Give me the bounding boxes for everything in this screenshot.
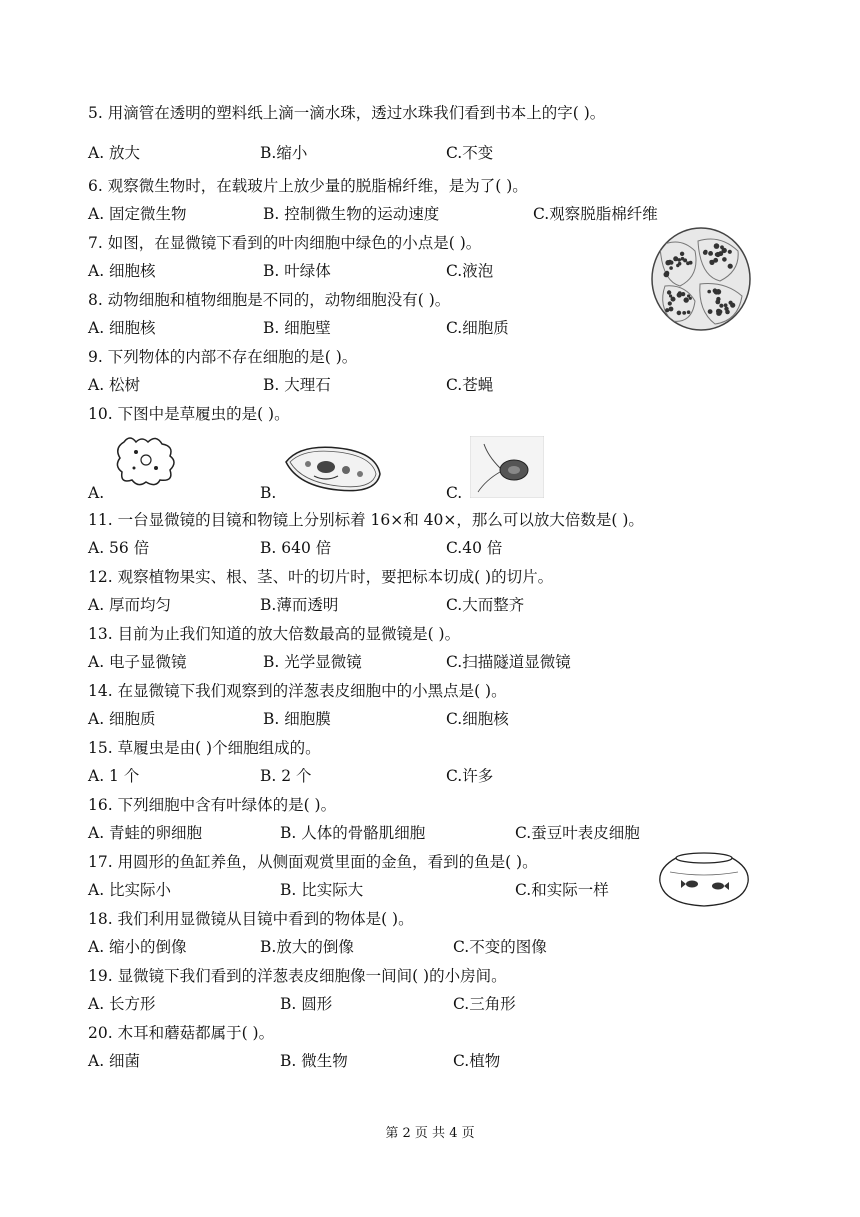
q14-option-c: C.细胞核 bbox=[446, 710, 509, 728]
q16-option-b: B. 人体的骨骼肌细胞 bbox=[280, 824, 426, 842]
q11-option-b: B. 640 倍 bbox=[260, 539, 332, 557]
chloroplast-dot bbox=[677, 311, 682, 316]
chloroplast-dot bbox=[709, 260, 714, 265]
q7-option-b: B. 叶绿体 bbox=[263, 262, 331, 280]
q19-option-a: A. 长方形 bbox=[88, 995, 156, 1013]
chloroplast-dot bbox=[716, 309, 721, 314]
chloroplast-dot bbox=[682, 311, 686, 315]
q14-option-b: B. 细胞膜 bbox=[263, 710, 331, 728]
chloroplast-dot bbox=[677, 258, 681, 262]
q8-option-a: A. 细胞核 bbox=[88, 319, 156, 337]
q14-option-a: A. 细胞质 bbox=[88, 710, 156, 728]
chloroplast-dot bbox=[715, 253, 719, 257]
q16-option-a: A. 青蛙的卵细胞 bbox=[88, 824, 203, 842]
chloroplast-dot bbox=[667, 290, 671, 294]
chloroplast-dot bbox=[724, 307, 728, 311]
question-18: 18. 我们利用显微镜从目镜中看到的物体是( )。 bbox=[88, 910, 414, 928]
q10-option-a: A. bbox=[88, 484, 105, 502]
q8-option-b: B. 细胞壁 bbox=[263, 319, 331, 337]
q12-option-b: B.薄而透明 bbox=[260, 596, 339, 614]
q12-option-c: C.大而整齐 bbox=[446, 596, 525, 614]
q13-option-c: C.扫描隧道显微镜 bbox=[446, 653, 571, 671]
q18-option-b: B.放大的倒像 bbox=[260, 938, 354, 956]
q16-option-c: C.蚕豆叶表皮细胞 bbox=[515, 824, 640, 842]
chloroplast-dot bbox=[724, 303, 728, 307]
question-5: 5. 用滴管在透明的塑料纸上滴一滴水珠，透过水珠我们看到书本上的字( )。 bbox=[88, 104, 606, 122]
chloroplast-dot bbox=[680, 252, 684, 256]
chloroplast-dot bbox=[728, 250, 732, 254]
q18-option-c: C.不变的图像 bbox=[453, 938, 547, 956]
q7-option-c: C.液泡 bbox=[446, 262, 494, 280]
chloroplast-dot bbox=[728, 264, 733, 269]
chloroplast-dot bbox=[708, 251, 713, 256]
chloroplast-dot bbox=[715, 300, 720, 305]
euglena-icon bbox=[470, 436, 544, 498]
amoeba-icon bbox=[112, 432, 182, 490]
chloroplast-dot bbox=[687, 294, 690, 297]
chloroplast-dot bbox=[669, 307, 674, 312]
question-16: 16. 下列细胞中含有叶绿体的是( )。 bbox=[88, 796, 337, 814]
q7-option-a: A. 细胞核 bbox=[88, 262, 156, 280]
q8-option-c: C.细胞质 bbox=[446, 319, 509, 337]
question-9: 9. 下列物体的内部不存在细胞的是( )。 bbox=[88, 348, 358, 366]
q20-option-a: A. 细菌 bbox=[88, 1052, 141, 1070]
chloroplast-dot bbox=[668, 260, 673, 265]
q19-option-c: C.三角形 bbox=[453, 995, 516, 1013]
q5-option-a: A. 放大 bbox=[88, 144, 141, 162]
q15-option-b: B. 2 个 bbox=[260, 767, 312, 785]
q11-option-c: C.40 倍 bbox=[446, 539, 503, 557]
q17-option-a: A. 比实际小 bbox=[88, 881, 172, 899]
paramecium-icon bbox=[280, 440, 386, 498]
q19-option-b: B. 圆形 bbox=[280, 995, 333, 1013]
leaf-cell-micrograph-icon bbox=[650, 226, 752, 332]
chloroplast-dot bbox=[681, 292, 685, 296]
chloroplast-dot bbox=[673, 256, 678, 261]
chloroplast-dot bbox=[668, 301, 672, 305]
q6-option-c: C.观察脱脂棉纤维 bbox=[533, 205, 658, 223]
chloroplast-dot bbox=[730, 303, 735, 308]
chloroplast-dot bbox=[722, 257, 727, 262]
chloroplast-dot bbox=[684, 297, 689, 302]
chloroplast-dot bbox=[722, 248, 727, 253]
q6-option-a: A. 固定微生物 bbox=[88, 205, 187, 223]
chloroplast-dot bbox=[665, 308, 669, 312]
question-19: 19. 显微镜下我们看到的洋葱表皮细胞像一间间( )的小房间。 bbox=[88, 967, 507, 985]
chloroplast-dot bbox=[665, 272, 669, 276]
chloroplast-dot bbox=[707, 290, 711, 294]
chloroplast-dot bbox=[669, 294, 672, 297]
q17-option-c: C.和实际一样 bbox=[515, 881, 609, 899]
q15-option-a: A. 1 个 bbox=[88, 767, 140, 785]
question-14: 14. 在显微镜下我们观察到的洋葱表皮细胞中的小黑点是( )。 bbox=[88, 682, 507, 700]
chloroplast-dot bbox=[686, 261, 690, 265]
q6-option-b: B. 控制微生物的运动速度 bbox=[263, 205, 440, 223]
chloroplast-dot bbox=[678, 292, 682, 296]
q11-option-a: A. 56 倍 bbox=[88, 539, 150, 557]
question-7: 7. 如图，在显微镜下看到的叶肉细胞中绿色的小点是( )。 bbox=[88, 234, 482, 252]
question-8: 8. 动物细胞和植物细胞是不同的，动物细胞没有( )。 bbox=[88, 291, 451, 309]
q17-option-b: B. 比实际大 bbox=[280, 881, 364, 899]
q9-option-c: C.苍蝇 bbox=[446, 376, 494, 394]
chloroplast-dot bbox=[687, 310, 691, 314]
chloroplast-dot bbox=[703, 250, 708, 255]
q10-option-c: C. bbox=[446, 484, 463, 502]
q10-option-b: B. bbox=[260, 484, 277, 502]
question-15: 15. 草履虫是由( )个细胞组成的。 bbox=[88, 739, 321, 757]
question-12: 12. 观察植物果实、根、茎、叶的切片时，要把标本切成( )的切片。 bbox=[88, 568, 554, 586]
q5-option-c: C.不变 bbox=[446, 144, 494, 162]
question-20: 20. 木耳和蘑菇都属于( )。 bbox=[88, 1024, 275, 1042]
q9-option-a: A. 松树 bbox=[88, 376, 141, 394]
question-6: 6. 观察微生物时，在载玻片上放少量的脱脂棉纤维，是为了( )。 bbox=[88, 177, 528, 195]
question-13: 13. 目前为止我们知道的放大倍数最高的显微镜是( )。 bbox=[88, 625, 461, 643]
q15-option-c: C.许多 bbox=[446, 767, 494, 785]
question-11: 11. 一台显微镜的目镜和物镜上分别标着 16×和 40×，那么可以放大倍数是( )。 bbox=[88, 511, 644, 529]
chloroplast-dot bbox=[669, 266, 673, 270]
q12-option-a: A. 厚而均匀 bbox=[88, 596, 172, 614]
question-17: 17. 用圆形的鱼缸养鱼，从侧面观赏里面的金鱼，看到的鱼是( )。 bbox=[88, 853, 538, 871]
chloroplast-dot bbox=[716, 289, 722, 295]
q20-option-b: B. 微生物 bbox=[280, 1052, 348, 1070]
q9-option-b: B. 大理石 bbox=[263, 376, 331, 394]
question-10: 10. 下图中是草履虫的是( )。 bbox=[88, 405, 290, 423]
chloroplast-dot bbox=[678, 262, 682, 266]
chloroplast-dot bbox=[714, 243, 720, 249]
chloroplast-dot bbox=[708, 309, 713, 314]
q5-option-b: B.缩小 bbox=[260, 144, 308, 162]
chloroplast-dot bbox=[719, 304, 723, 308]
chloroplast-dot bbox=[683, 258, 687, 262]
q13-option-a: A. 电子显微镜 bbox=[88, 653, 187, 671]
fishbowl-icon bbox=[656, 850, 752, 908]
page-footer: 第 2 页 共 4 页 bbox=[385, 1126, 475, 1141]
q20-option-c: C.植物 bbox=[453, 1052, 501, 1070]
q18-option-a: A. 缩小的倒像 bbox=[88, 938, 187, 956]
q13-option-b: B. 光学显微镜 bbox=[263, 653, 362, 671]
